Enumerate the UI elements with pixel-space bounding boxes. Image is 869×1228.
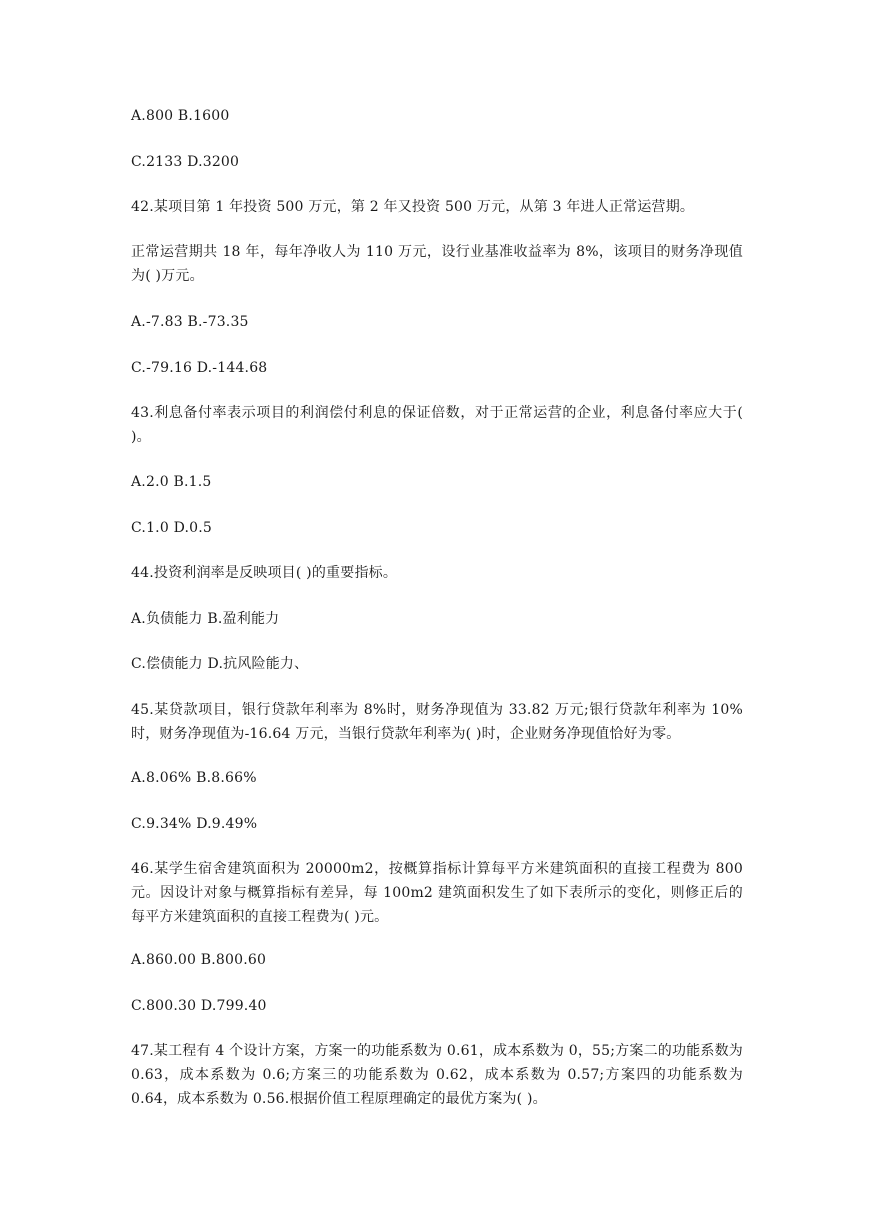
q43-options-cd: C.1.0 D.0.5 [131, 520, 213, 536]
q41-options-ab: A.800 B.1600 [131, 108, 230, 124]
q46-options-ab: A.860.00 B.800.60 [131, 952, 267, 968]
q47-text: 47.某工程有 4 个设计方案，方案一的功能系数为 0.61，成本系数为 0，55;方案二的功能系数为 0.63，成本系数为 0.6;方案三的功能系数为 0.62，成本系数为 0.57;方案四的功能系数为 0.64，成本系数为 0.56.根据价值工程原理确定的最优方案为( )。 [131, 1043, 743, 1107]
q46-text: 46.某学生宿舍建筑面积为 20000m2，按概算指标计算每平方米建筑面积的直接工程费为 800 元。因设计对象与概算指标有差异，每 100m2 建筑面积发生了如下表所示的变化，则修正后的每平方米建筑面积的直接工程费为( )元。 [131, 861, 743, 925]
q45-text: 45.某贷款项目，银行贷款年利率为 8%时，财务净现值为 33.82 万元;银行贷款年利率为 10%时，财务净现值为-16.64 万元，当银行贷款年利率为( )时，企业财务净现值恰好为零。 [131, 702, 743, 742]
q42-options-ab: A.-7.83 B.-73.35 [131, 314, 249, 330]
q43-text: 43.利息备付率表示项目的利润偿付利息的保证倍数，对于正常运营的企业，利息备付率应大于( )。 [131, 405, 743, 445]
q44-options-cd: C.偿债能力 D.抗风险能力、 [131, 656, 309, 672]
q46-options-cd: C.800.30 D.799.40 [131, 998, 267, 1014]
q44-text: 44.投资利润率是反映项目( )的重要指标。 [131, 565, 398, 581]
q42-text-line2: 正常运营期共 18 年，每年净收人为 110 万元，设行业基准收益率为 8%，该项目的财务净现值为( )万元。 [131, 244, 743, 284]
q44-options-ab: A.负债能力 B.盈利能力 [131, 611, 280, 627]
q43-options-ab: A.2.0 B.1.5 [131, 474, 212, 490]
q45-options-cd: C.9.34% D.9.49% [131, 816, 258, 832]
q45-options-ab: A.8.06% B.8.66% [131, 770, 257, 786]
q42-options-cd: C.-79.16 D.-144.68 [131, 360, 268, 376]
q42-text-line1: 42.某项目第 1 年投资 500 万元，第 2 年又投资 500 万元，从第 3 年进人正常运营期。 [131, 199, 695, 215]
q41-options-cd: C.2133 D.3200 [131, 154, 240, 170]
